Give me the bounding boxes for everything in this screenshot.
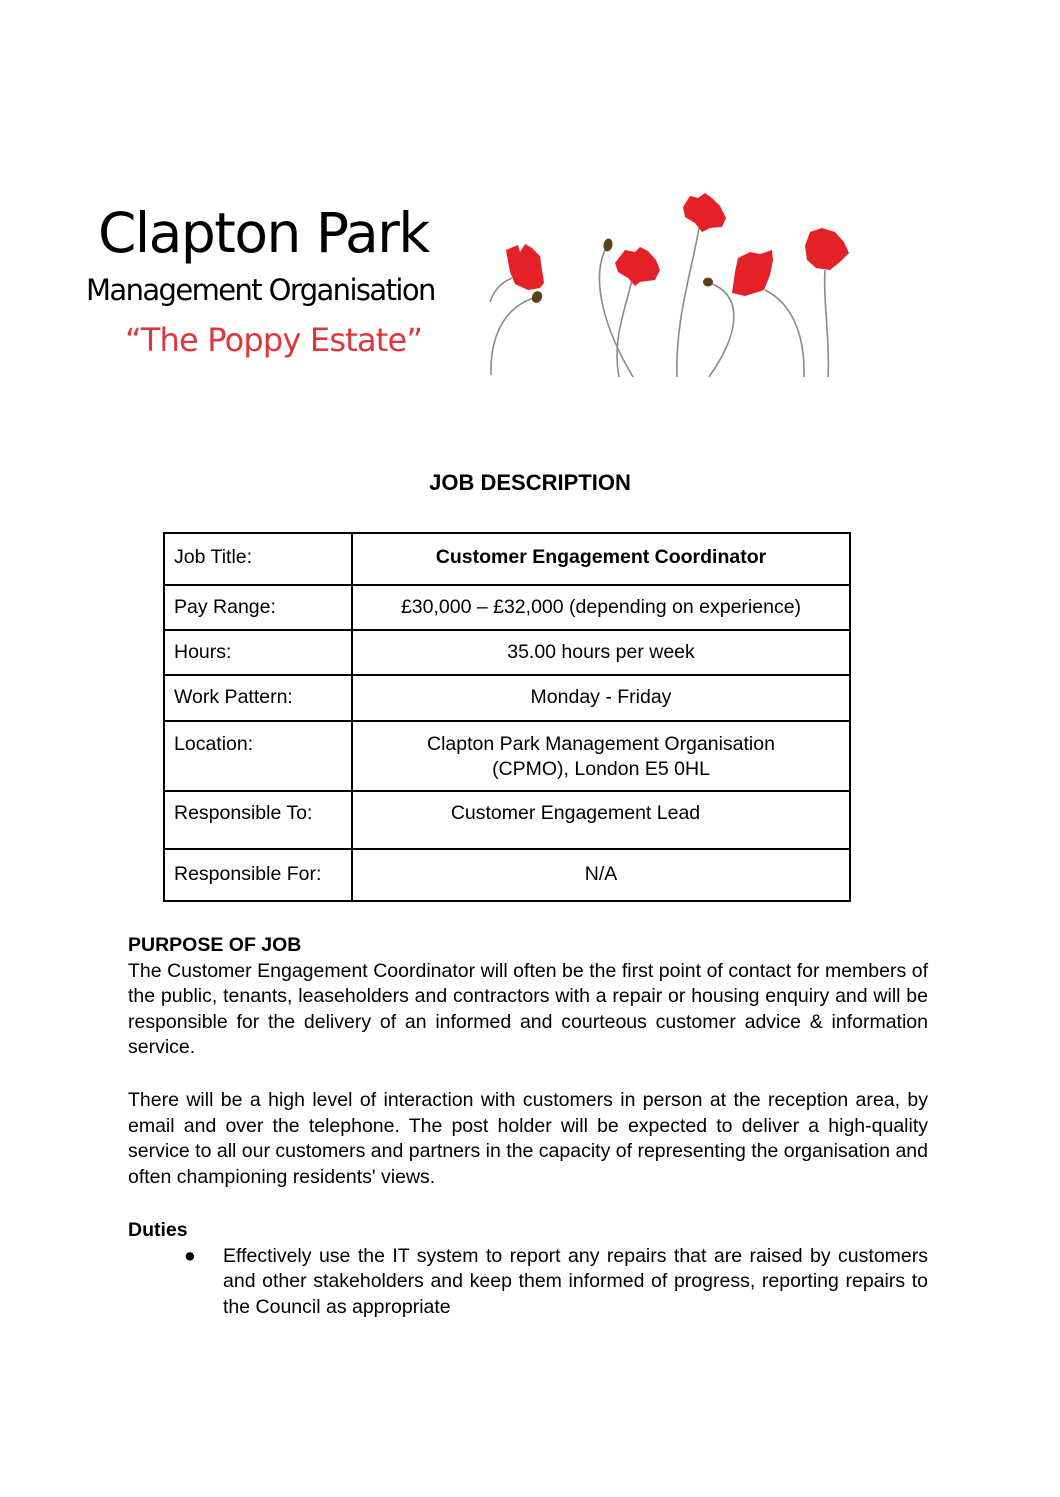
table-row — [164, 585, 850, 630]
hours-label: Hours: — [164, 630, 352, 675]
location-value — [352, 721, 850, 791]
job-details-table — [163, 532, 851, 902]
logo-subtitle: Management Organisation — [86, 273, 435, 307]
duties-section — [128, 1218, 928, 1320]
location-label: Location: — [164, 721, 352, 791]
poppy-flower — [732, 250, 773, 296]
table-row — [164, 630, 850, 675]
table-row — [164, 721, 850, 791]
poppy-flower — [615, 247, 660, 286]
job-title-label: Job Title: — [164, 533, 352, 585]
poppy-flower — [683, 193, 726, 232]
stem — [709, 283, 734, 377]
stem — [491, 298, 534, 375]
purpose-heading: PURPOSE OF JOB — [128, 934, 302, 956]
purpose-paragraph-1: The Customer Engagement Coordinator will often be the first point of contact for members of the public, tenants, leaseholders and contractors with a repair or housing enquiry and will be responsible for the delivery of an informed and courteous customer advice & information service. — [128, 959, 928, 1058]
stem — [490, 278, 512, 302]
poppy-flowers — [506, 193, 849, 296]
responsible-to-label: Responsible To: — [164, 791, 352, 849]
responsible-for-value: N/A — [352, 849, 850, 901]
purpose-section-continued — [128, 1088, 928, 1190]
table-row — [164, 533, 850, 585]
pay-range-value: £30,000 – £32,000 (depending on experience) — [352, 585, 850, 630]
table-row — [164, 675, 850, 721]
poppy-illustration — [480, 180, 880, 390]
duty-text: Effectively use the IT system to report any repairs that are raised by customers and other stakeholders and keep them informed of progress, reporting repairs to the Council as appropriate — [223, 1244, 928, 1318]
poppy-bud — [703, 278, 713, 287]
responsible-to-value: Customer Engagement Lead — [352, 791, 850, 849]
hours-value: 35.00 hours per week — [352, 630, 850, 675]
work-pattern-value: Monday - Friday — [352, 675, 850, 721]
table-row — [164, 849, 850, 901]
table-row — [164, 791, 850, 849]
duties-heading: Duties — [128, 1219, 188, 1241]
poppy-bud — [602, 238, 613, 252]
purpose-section — [128, 933, 928, 1061]
logo-tagline: “The Poppy Estate” — [125, 321, 423, 359]
location-line-2: (CPMO), London E5 0HL — [492, 758, 710, 780]
purpose-paragraph-2: There will be a high level of interaction with customers in person at the reception area, by email and over the telephone. The post holder will be expected to deliver a high-quality service to all our customers and partners in the capacity of representing the organisation and often championing residents' views. — [128, 1089, 928, 1188]
responsible-for-label: Responsible For: — [164, 849, 352, 901]
document-heading: JOB DESCRIPTION — [429, 470, 631, 495]
logo-title: Clapton Park — [98, 201, 429, 265]
job-title-value: Customer Engagement Coordinator — [352, 533, 850, 585]
duties-list — [128, 1244, 928, 1321]
bullet-icon: ● — [184, 1244, 196, 1267]
poppy-flower — [506, 244, 544, 290]
poppy-bud — [530, 289, 544, 304]
poppy-stems — [490, 228, 828, 377]
list-item — [128, 1244, 928, 1321]
stem — [825, 270, 829, 377]
stem — [677, 228, 699, 377]
work-pattern-label: Work Pattern: — [164, 675, 352, 721]
stem — [765, 290, 804, 377]
pay-range-label: Pay Range: — [164, 585, 352, 630]
poppy-flower — [805, 228, 849, 270]
location-line-1: Clapton Park Management Organisation — [427, 733, 775, 755]
